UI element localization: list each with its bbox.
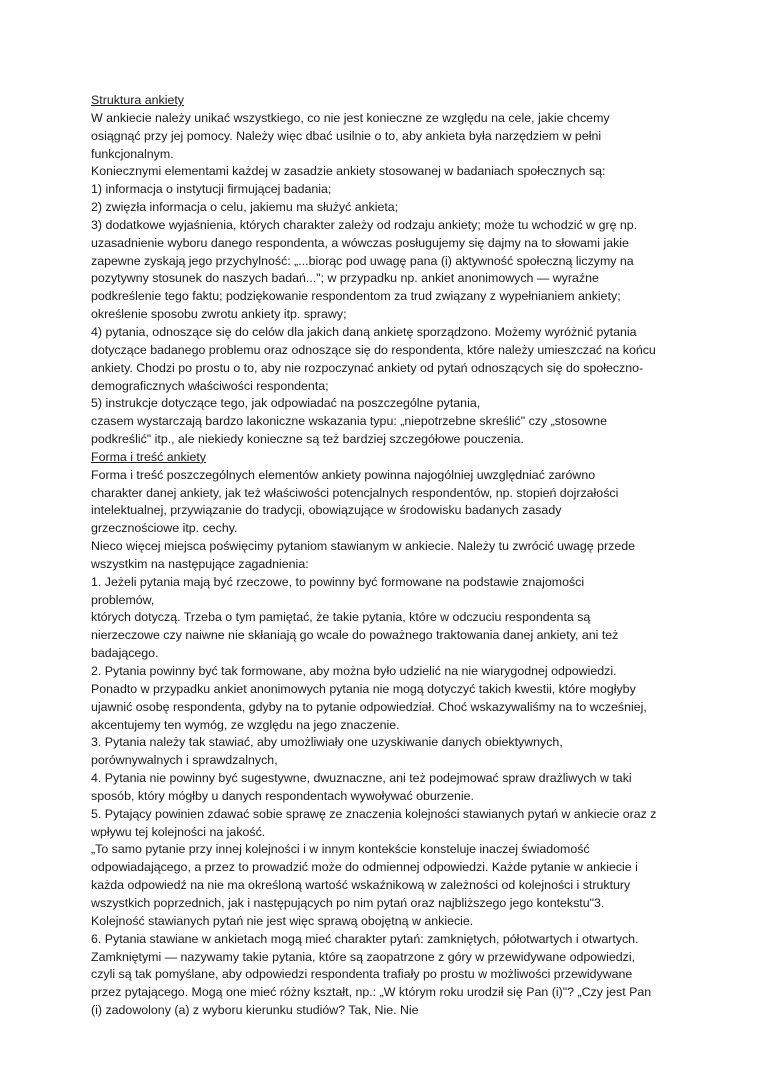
text-line: Nieco więcej miejsca poświęcimy pytaniom stawianym w ankiecie. Należy tu zwrócić uwagę przede — [91, 539, 636, 554]
text-line: przez pytającego. Mogą one mieć różny kształt, np.: „W którym roku urodził się Pan (i)"? „Czy jest Pan — [91, 985, 652, 1000]
text-line: (i) zadowolony (a) z wyboru kierunku studiów? Tak, Nie. Nie — [91, 1003, 419, 1018]
text-line: nierzeczowe czy naiwne nie skłaniają go wcale do poważnego traktowania danej ankiety, ani też — [91, 628, 619, 643]
section-body-struktura — [91, 110, 691, 449]
text-line: Forma i treść poszczególnych elementów ankiety powinna najogólniej uwzględniać zarówno — [91, 467, 596, 482]
text-line: porównywalnych i sprawdzalnych, — [91, 753, 278, 768]
text-line: każda odpowiedź na nie ma określoną wartość wskaźnikową w zależności od kolejności i struktury — [91, 878, 631, 893]
document-page — [91, 92, 691, 1020]
text-line: intelektualnej, przywiązanie do tradycji, obowiązujące w środowisku badanych zasady — [91, 503, 562, 518]
section-heading-forma: Forma i treść ankiety — [91, 449, 206, 464]
text-line: demograficznych właściwości respondenta; — [91, 378, 329, 393]
text-line: Ponadto w przypadku ankiet anonimowych pytania nie mogą dotyczyć takich kwestii, które mogłyby — [91, 681, 636, 696]
text-line: sposób, który mógłby u danych respondentach wywoływać oburzenie. — [91, 788, 474, 803]
text-line: których dotyczą. Trzeba o tym pamiętać, że takie pytania, które w odczuciu respondenta są — [91, 610, 591, 625]
text-line: charakter danej ankiety, jak też właściwości potencjalnych respondentów, np. stopień dojrzałości — [91, 485, 619, 500]
text-line: Koniecznymi elementami każdej w zasadzie ankiety stosowanej w badaniach społecznych są: — [91, 164, 606, 179]
text-line: 4) pytania, odnoszące się do celów dla jakich daną ankietę sporządzono. Możemy wyróżnić pytania — [91, 324, 637, 339]
section-body-forma — [91, 467, 691, 1020]
text-line: 5) instrukcje dotyczące tego, jak odpowiadać na poszczególne pytania, — [91, 396, 481, 411]
text-line: akcentujemy ten wymóg, ze względu na jego znaczenie. — [91, 717, 400, 732]
text-line: wszystkich poprzednich, jak i następujących po nim pytań oraz najbliższego jego kontekstu"3. — [91, 895, 605, 910]
text-line: 2) zwięzła informacja o celu, jakiemu ma służyć ankieta; — [91, 200, 399, 215]
text-line: odpowiadającego, a przez to prowadzić może do odmiennej odpowiedzi. Każde pytanie w ankiecie i — [91, 860, 638, 875]
text-line: W ankiecie należy unikać wszystkiego, co nie jest konieczne ze względu na cele, jakie chcemy — [91, 110, 610, 125]
text-line: 3) dodatkowe wyjaśnienia, których charakter zależy od rodzaju ankiety; może tu wchodzić w grę np. — [91, 217, 638, 232]
text-line: pozytywny stosunek do naszych badań..."; w przypadku np. ankiet anonimowych — wyraźne — [91, 271, 599, 286]
text-line: podkreślenie tego faktu; podziękowanie respondentom za trud związany z wypełnianiem ankiety; — [91, 289, 621, 304]
text-line: czyli są tak pomyślane, aby odpowiedzi respondenta trafiały po prostu w możliwości przewidywane — [91, 967, 633, 982]
text-line: czasem wystarczają bardzo lakoniczne wskazania typu: „niepotrzebne skreślić" czy „stosowne — [91, 414, 608, 429]
text-line: dotyczące badanego problemu oraz odnoszące się do respondenta, które należy umieszczać na końcu — [91, 342, 656, 357]
text-line: 3. Pytania należy tak stawiać, aby umożliwiały one uzyskiwanie danych obiektywnych, — [91, 735, 563, 750]
text-line: 6. Pytania stawiane w ankietach mogą mieć charakter pytań: zamkniętych, półotwartych i otwartych. — [91, 931, 639, 946]
text-line: 1. Jeżeli pytania mają być rzeczowe, to powinny być formowane na podstawie znajomości — [91, 574, 585, 589]
text-line: grzecznościowe itp. cechy. — [91, 521, 238, 536]
text-line: uzasadnienie wyboru danego respondenta, a wówczas posługujemy się dajmy na to słowami jakie — [91, 235, 629, 250]
text-line: zapewne zyskają jego przychylność: „...biorąc pod uwagę pana (i) aktywność społeczną liczymy na — [91, 253, 634, 268]
text-line: Kolejność stawianych pytań nie jest więc sprawą obojętną w ankiecie. — [91, 913, 474, 928]
text-line: Zamkniętymi — nazywamy takie pytania, które są zaopatrzone z góry w przewidywane odpowiedzi, — [91, 949, 636, 964]
text-line: ankiety. Chodzi po prostu o to, aby nie rozpoczynać ankiety od pytań odnoszących się do społeczno- — [91, 360, 644, 375]
text-line: 2. Pytania powinny być tak formowane, aby można było udzielić na nie wiarygodnej odpowiedzi. — [91, 664, 617, 678]
text-line: określenie sposobu zwrotu ankiety itp. sprawy; — [91, 307, 347, 322]
text-line: problemów, — [91, 592, 155, 607]
text-line: funkcjonalnym. — [91, 146, 174, 161]
text-line: podkreślić" itp., ale niekiedy konieczne są też bardziej szczegółowe pouczenia. — [91, 432, 524, 447]
text-line: „To samo pytanie przy innej kolejności i w innym kontekście konsteluje inaczej świadomość — [91, 842, 590, 857]
text-line: osiągnąć przy jej pomocy. Należy więc dbać usilnie o to, aby ankieta była narzędziem w pełni — [91, 128, 602, 143]
text-line: 4. Pytania nie powinny być sugestywne, dwuznaczne, ani też podejmować spraw drażliwych w taki — [91, 771, 632, 786]
text-line: wpływu tej kolejności na jakość. — [91, 824, 266, 839]
text-line: 5. Pytający powinien zdawać sobie sprawę ze znaczenia kolejności stawianych pytań w ankiecie oraz z — [91, 806, 657, 821]
section-heading-struktura: Struktura ankiety — [91, 93, 184, 107]
text-line: wszystkim na następujące zagadnienia: — [91, 556, 309, 571]
text-line: 1) informacja o instytucji firmującej badania; — [91, 182, 332, 197]
text-line: ujawnić osobę respondenta, gdyby na to pytanie odpowiedział. Choć wskazywaliśmy na to wcześniej, — [91, 699, 647, 714]
text-line: badającego. — [91, 646, 159, 661]
